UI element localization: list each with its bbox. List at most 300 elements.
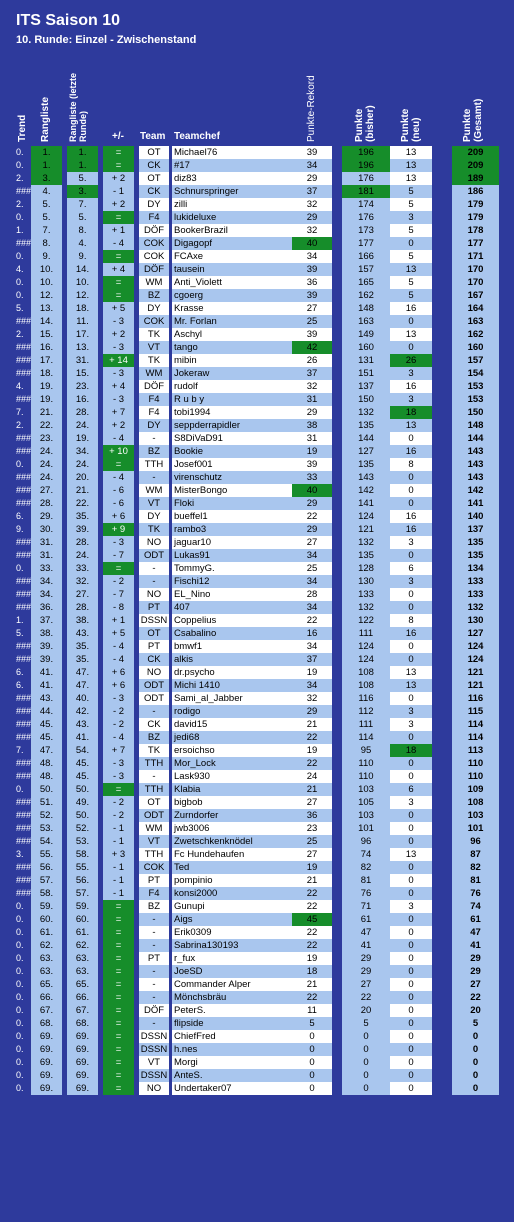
cell-total: 150 xyxy=(452,406,499,419)
cell-chef: R u b y xyxy=(172,393,292,406)
cell-team: BZ xyxy=(139,731,169,744)
table-row xyxy=(0,588,514,601)
cell-chef: pompinio xyxy=(172,874,292,887)
cell-diff: - 7 xyxy=(103,588,134,601)
cell-prev: 9. xyxy=(67,250,98,263)
cell-prev: 56. xyxy=(67,874,98,887)
cell-chef: Floki xyxy=(172,497,292,510)
cell-bisher: 135 xyxy=(342,419,390,432)
cell-diff: + 10 xyxy=(103,445,134,458)
cell-chef: FCAxe xyxy=(172,250,292,263)
table-row xyxy=(0,536,514,549)
cell-total: 153 xyxy=(452,380,499,393)
cell-rec: 37 xyxy=(292,367,332,380)
cell-prev: 69. xyxy=(67,1082,98,1095)
table-row xyxy=(0,211,514,224)
cell-trend: 0. xyxy=(16,1083,24,1093)
cell-bisher: 0 xyxy=(342,1030,390,1043)
table-row xyxy=(0,796,514,809)
cell-rank: 12. xyxy=(31,289,62,302)
cell-team: WM xyxy=(139,822,169,835)
cell-team: COK xyxy=(139,861,169,874)
table-row xyxy=(0,172,514,185)
cell-total: 179 xyxy=(452,211,499,224)
cell-diff: = xyxy=(103,1056,134,1069)
cell-rank: 5. xyxy=(31,211,62,224)
cell-diff: - 3 xyxy=(103,315,134,328)
cell-trend: 0. xyxy=(16,563,24,573)
table-row xyxy=(0,640,514,653)
cell-bisher: 149 xyxy=(342,328,390,341)
cell-prev: 67. xyxy=(67,1004,98,1017)
cell-prev: 5. xyxy=(67,172,98,185)
cell-rec: 27 xyxy=(292,302,332,315)
cell-rank: 55. xyxy=(31,848,62,861)
cell-prev: 47. xyxy=(67,666,98,679)
cell-rank: 24. xyxy=(31,458,62,471)
table-row xyxy=(0,393,514,406)
header-diff: +/- xyxy=(112,131,124,142)
cell-rank: 19. xyxy=(31,393,62,406)
cell-rec: 34 xyxy=(292,549,332,562)
cell-trend: ### xyxy=(16,472,32,482)
table-row xyxy=(0,263,514,276)
cell-rank: 1. xyxy=(31,146,62,159)
cell-neu: 13 xyxy=(390,666,432,679)
cell-neu: 13 xyxy=(390,146,432,159)
cell-bisher: 108 xyxy=(342,679,390,692)
cell-neu: 0 xyxy=(390,237,432,250)
cell-prev: 38. xyxy=(67,614,98,627)
cell-trend: ### xyxy=(16,771,32,781)
cell-neu: 3 xyxy=(390,367,432,380)
cell-prev: 59. xyxy=(67,900,98,913)
cell-neu: 0 xyxy=(390,692,432,705)
cell-bisher: 177 xyxy=(342,237,390,250)
cell-rec: 24 xyxy=(292,770,332,783)
cell-total: 27 xyxy=(452,978,499,991)
cell-bisher: 196 xyxy=(342,159,390,172)
cell-rank: 69. xyxy=(31,1082,62,1095)
cell-neu: 0 xyxy=(390,497,432,510)
cell-rec: 27 xyxy=(292,796,332,809)
cell-rank: 22. xyxy=(31,419,62,432)
cell-chef: tango xyxy=(172,341,292,354)
cell-team: PT xyxy=(139,874,169,887)
cell-bisher: 166 xyxy=(342,250,390,263)
cell-total: 121 xyxy=(452,666,499,679)
cell-trend: 0. xyxy=(16,1031,24,1041)
cell-total: 20 xyxy=(452,1004,499,1017)
cell-rec: 25 xyxy=(292,835,332,848)
cell-rank: 39. xyxy=(31,653,62,666)
cell-chef: Undertaker07 xyxy=(172,1082,292,1095)
cell-trend: 9. xyxy=(16,524,24,534)
cell-diff: + 6 xyxy=(103,510,134,523)
cell-prev: 35. xyxy=(67,653,98,666)
cell-diff: = xyxy=(103,146,134,159)
cell-neu: 0 xyxy=(390,315,432,328)
cell-prev: 28. xyxy=(67,406,98,419)
header-trend: Trend xyxy=(17,114,28,142)
cell-rank: 57. xyxy=(31,874,62,887)
cell-diff: + 4 xyxy=(103,263,134,276)
table-row xyxy=(0,185,514,198)
cell-prev: 32. xyxy=(67,575,98,588)
cell-neu: 3 xyxy=(390,796,432,809)
cell-rec: 39 xyxy=(292,458,332,471)
cell-team: DY xyxy=(139,198,169,211)
cell-total: 130 xyxy=(452,614,499,627)
cell-team: TK xyxy=(139,744,169,757)
cell-prev: 58. xyxy=(67,848,98,861)
cell-diff: - 6 xyxy=(103,484,134,497)
cell-trend: ### xyxy=(16,238,32,248)
cell-prev: 41. xyxy=(67,731,98,744)
table-row xyxy=(0,224,514,237)
cell-chef: ChiefFred xyxy=(172,1030,292,1043)
cell-bisher: 160 xyxy=(342,341,390,354)
cell-total: 22 xyxy=(452,991,499,1004)
cell-rec: 22 xyxy=(292,926,332,939)
cell-bisher: 135 xyxy=(342,549,390,562)
cell-trend: ### xyxy=(16,810,32,820)
cell-rec: 39 xyxy=(292,263,332,276)
cell-rank: 31. xyxy=(31,536,62,549)
table-row xyxy=(0,1082,514,1095)
cell-total: 148 xyxy=(452,419,499,432)
cell-bisher: 141 xyxy=(342,497,390,510)
cell-neu: 3 xyxy=(390,536,432,549)
cell-rank: 45. xyxy=(31,718,62,731)
cell-neu: 3 xyxy=(390,900,432,913)
cell-team: BZ xyxy=(139,900,169,913)
cell-total: 141 xyxy=(452,497,499,510)
cell-chef: Ted xyxy=(172,861,292,874)
cell-prev: 13. xyxy=(67,341,98,354)
cell-trend: 0. xyxy=(16,1057,24,1067)
cell-bisher: 127 xyxy=(342,445,390,458)
cell-neu: 8 xyxy=(390,458,432,471)
cell-neu: 0 xyxy=(390,549,432,562)
cell-neu: 13 xyxy=(390,159,432,172)
cell-total: 132 xyxy=(452,601,499,614)
table-row xyxy=(0,822,514,835)
table-row xyxy=(0,614,514,627)
cell-trend: ### xyxy=(16,797,32,807)
table-row xyxy=(0,705,514,718)
cell-trend: ### xyxy=(16,602,32,612)
cell-diff: - 2 xyxy=(103,796,134,809)
cell-bisher: 103 xyxy=(342,783,390,796)
cell-bisher: 165 xyxy=(342,276,390,289)
cell-total: 142 xyxy=(452,484,499,497)
cell-bisher: 96 xyxy=(342,835,390,848)
cell-chef: lukideluxe xyxy=(172,211,292,224)
table-row xyxy=(0,653,514,666)
table-row xyxy=(0,770,514,783)
cell-neu: 3 xyxy=(390,705,432,718)
cell-chef: S8DiVaD91 xyxy=(172,432,292,445)
cell-team: ODT xyxy=(139,692,169,705)
cell-diff: + 6 xyxy=(103,679,134,692)
cell-rank: 56. xyxy=(31,861,62,874)
cell-chef: flipside xyxy=(172,1017,292,1030)
cell-trend: 0. xyxy=(16,914,24,924)
cell-rec: 0 xyxy=(292,1056,332,1069)
cell-neu: 0 xyxy=(390,1030,432,1043)
cell-total: 76 xyxy=(452,887,499,900)
cell-bisher: 132 xyxy=(342,536,390,549)
cell-prev: 10. xyxy=(67,276,98,289)
cell-bisher: 128 xyxy=(342,562,390,575)
cell-chef: jedi68 xyxy=(172,731,292,744)
cell-neu: 13 xyxy=(390,172,432,185)
cell-trend: ### xyxy=(16,446,32,456)
cell-neu: 26 xyxy=(390,354,432,367)
table-row xyxy=(0,367,514,380)
cell-rec: 19 xyxy=(292,666,332,679)
cell-chef: bigbob xyxy=(172,796,292,809)
cell-rec: 22 xyxy=(292,887,332,900)
cell-trend: 0. xyxy=(16,212,24,222)
cell-chef: Michael76 xyxy=(172,146,292,159)
cell-trend: ### xyxy=(16,589,32,599)
cell-team: TK xyxy=(139,523,169,536)
cell-diff: = xyxy=(103,1030,134,1043)
cell-team: DSSN xyxy=(140,1070,168,1081)
cell-team: - xyxy=(139,991,169,1004)
cell-rec: 0 xyxy=(292,1069,332,1082)
cell-trend: 2. xyxy=(16,329,24,339)
cell-prev: 63. xyxy=(67,952,98,965)
cell-rec: 37 xyxy=(292,185,332,198)
table-row xyxy=(0,159,514,172)
cell-trend: ### xyxy=(16,498,32,508)
cell-prev: 5. xyxy=(67,211,98,224)
table-row xyxy=(0,666,514,679)
cell-diff: = xyxy=(103,1043,134,1056)
cell-prev: 1. xyxy=(67,146,98,159)
cell-diff: = xyxy=(103,783,134,796)
cell-neu: 5 xyxy=(390,224,432,237)
table-row xyxy=(0,939,514,952)
cell-team: COK xyxy=(139,250,169,263)
cell-team: DY xyxy=(139,510,169,523)
cell-rank: 48. xyxy=(31,770,62,783)
cell-rec: 29 xyxy=(292,497,332,510)
cell-team: - xyxy=(139,432,169,445)
cell-trend: ### xyxy=(16,550,32,560)
cell-trend: 2. xyxy=(16,420,24,430)
cell-neu: 3 xyxy=(390,718,432,731)
cell-rank: 5. xyxy=(31,198,62,211)
table-row xyxy=(0,926,514,939)
cell-rank: 48. xyxy=(31,757,62,770)
cell-neu: 13 xyxy=(390,328,432,341)
cell-neu: 0 xyxy=(390,952,432,965)
cell-rank: 13. xyxy=(31,302,62,315)
cell-neu: 0 xyxy=(390,874,432,887)
cell-diff: - 3 xyxy=(103,757,134,770)
cell-rank: 53. xyxy=(31,822,62,835)
cell-rank: 61. xyxy=(31,926,62,939)
cell-rank: 69. xyxy=(31,1043,62,1056)
cell-team: VT xyxy=(139,497,169,510)
cell-diff: + 2 xyxy=(103,198,134,211)
cell-total: 133 xyxy=(452,575,499,588)
cell-total: 47 xyxy=(452,926,499,939)
cell-bisher: 81 xyxy=(342,874,390,887)
cell-chef: #17 xyxy=(172,159,292,172)
table-row xyxy=(0,1056,514,1069)
cell-trend: 5. xyxy=(16,628,24,638)
cell-team: NO xyxy=(139,536,169,549)
cell-chef: virenschutz xyxy=(172,471,292,484)
cell-bisher: 137 xyxy=(342,380,390,393)
cell-rec: 42 xyxy=(292,341,332,354)
cell-bisher: 176 xyxy=(342,172,390,185)
cell-neu: 16 xyxy=(390,523,432,536)
cell-team: VT xyxy=(139,835,169,848)
cell-total: 163 xyxy=(452,315,499,328)
cell-chef: r_fux xyxy=(172,952,292,965)
cell-team: CK xyxy=(139,159,169,172)
cell-trend: ### xyxy=(16,823,32,833)
cell-trend: 0. xyxy=(16,966,24,976)
cell-rec: 29 xyxy=(292,705,332,718)
cell-prev: 69. xyxy=(67,1056,98,1069)
cell-total: 144 xyxy=(452,432,499,445)
cell-neu: 6 xyxy=(390,562,432,575)
cell-chef: PeterS. xyxy=(172,1004,292,1017)
cell-rec: 39 xyxy=(292,289,332,302)
cell-team: DSSN xyxy=(140,1044,168,1055)
cell-diff: = xyxy=(103,1082,134,1095)
header-teamchef: Teamchef xyxy=(174,131,220,142)
cell-rank: 4. xyxy=(31,185,62,198)
cell-diff: - 1 xyxy=(103,822,134,835)
cell-prev: 53. xyxy=(67,835,98,848)
cell-prev: 54. xyxy=(67,744,98,757)
table-row xyxy=(0,809,514,822)
cell-diff: = xyxy=(103,159,134,172)
cell-chef: Coppelius xyxy=(172,614,292,627)
cell-trend: 7. xyxy=(16,745,24,755)
cell-rec: 21 xyxy=(292,718,332,731)
cell-diff: = xyxy=(103,926,134,939)
cell-neu: 0 xyxy=(390,484,432,497)
cell-diff: + 14 xyxy=(103,354,134,367)
header-punkte-gesamt: Punkte (Gesamt) xyxy=(462,98,484,142)
table-row xyxy=(0,978,514,991)
cell-total: 209 xyxy=(452,146,499,159)
cell-rank: 50. xyxy=(31,783,62,796)
cell-trend: ### xyxy=(16,342,32,352)
cell-diff: + 2 xyxy=(103,419,134,432)
cell-diff: + 6 xyxy=(103,666,134,679)
cell-chef: Lask930 xyxy=(172,770,292,783)
cell-chef: tausein xyxy=(172,263,292,276)
cell-diff: = xyxy=(103,939,134,952)
cell-rec: 22 xyxy=(292,900,332,913)
cell-bisher: 41 xyxy=(342,939,390,952)
cell-rank: 63. xyxy=(31,952,62,965)
cell-trend: 0. xyxy=(16,927,24,937)
cell-total: 170 xyxy=(452,263,499,276)
cell-rec: 29 xyxy=(292,211,332,224)
cell-team: PT xyxy=(139,601,169,614)
cell-total: 0 xyxy=(452,1082,499,1095)
cell-trend: ### xyxy=(16,576,32,586)
cell-team: COK xyxy=(139,237,169,250)
cell-rec: 27 xyxy=(292,536,332,549)
cell-prev: 7. xyxy=(67,198,98,211)
cell-rec: 22 xyxy=(292,939,332,952)
cell-trend: ### xyxy=(16,888,32,898)
cell-rank: 37. xyxy=(31,614,62,627)
table-row xyxy=(0,484,514,497)
cell-rank: 18. xyxy=(31,367,62,380)
cell-chef: Jokeraw xyxy=(172,367,292,380)
cell-diff: - 3 xyxy=(103,770,134,783)
cell-diff: - 6 xyxy=(103,497,134,510)
cell-diff: = xyxy=(103,965,134,978)
cell-team: ODT xyxy=(139,679,169,692)
cell-chef: jwb3006 xyxy=(172,822,292,835)
cell-bisher: 122 xyxy=(342,614,390,627)
cell-bisher: 148 xyxy=(342,302,390,315)
cell-chef: mibin xyxy=(172,354,292,367)
cell-total: 160 xyxy=(452,341,499,354)
cell-prev: 69. xyxy=(67,1043,98,1056)
cell-neu: 0 xyxy=(390,640,432,653)
cell-rank: 43. xyxy=(31,692,62,705)
cell-trend: ### xyxy=(16,862,32,872)
cell-rec: 32 xyxy=(292,198,332,211)
cell-trend: 0. xyxy=(16,940,24,950)
table-row xyxy=(0,237,514,250)
cell-rec: 23 xyxy=(292,822,332,835)
cell-trend: 0. xyxy=(16,992,24,1002)
cell-bisher: 112 xyxy=(342,705,390,718)
cell-chef: Morgi xyxy=(172,1056,292,1069)
cell-neu: 5 xyxy=(390,198,432,211)
page-title: ITS Saison 10 xyxy=(16,12,121,29)
cell-bisher: 111 xyxy=(342,718,390,731)
table-row xyxy=(0,783,514,796)
table-row xyxy=(0,562,514,575)
cell-chef: Commander Alper xyxy=(172,978,292,991)
cell-rank: 66. xyxy=(31,991,62,1004)
table-row xyxy=(0,731,514,744)
cell-rank: 23. xyxy=(31,432,62,445)
cell-team: OT xyxy=(139,627,169,640)
cell-chef: BookerBrazil xyxy=(172,224,292,237)
cell-bisher: 163 xyxy=(342,315,390,328)
cell-trend: ### xyxy=(16,355,32,365)
cell-rec: 29 xyxy=(292,172,332,185)
cell-neu: 0 xyxy=(390,1069,432,1082)
cell-neu: 0 xyxy=(390,731,432,744)
cell-total: 124 xyxy=(452,653,499,666)
cell-rank: 68. xyxy=(31,1017,62,1030)
cell-diff: + 3 xyxy=(103,848,134,861)
cell-diff: - 4 xyxy=(103,471,134,484)
cell-team: - xyxy=(139,939,169,952)
cell-diff: - 4 xyxy=(103,640,134,653)
cell-team: TK xyxy=(139,328,169,341)
